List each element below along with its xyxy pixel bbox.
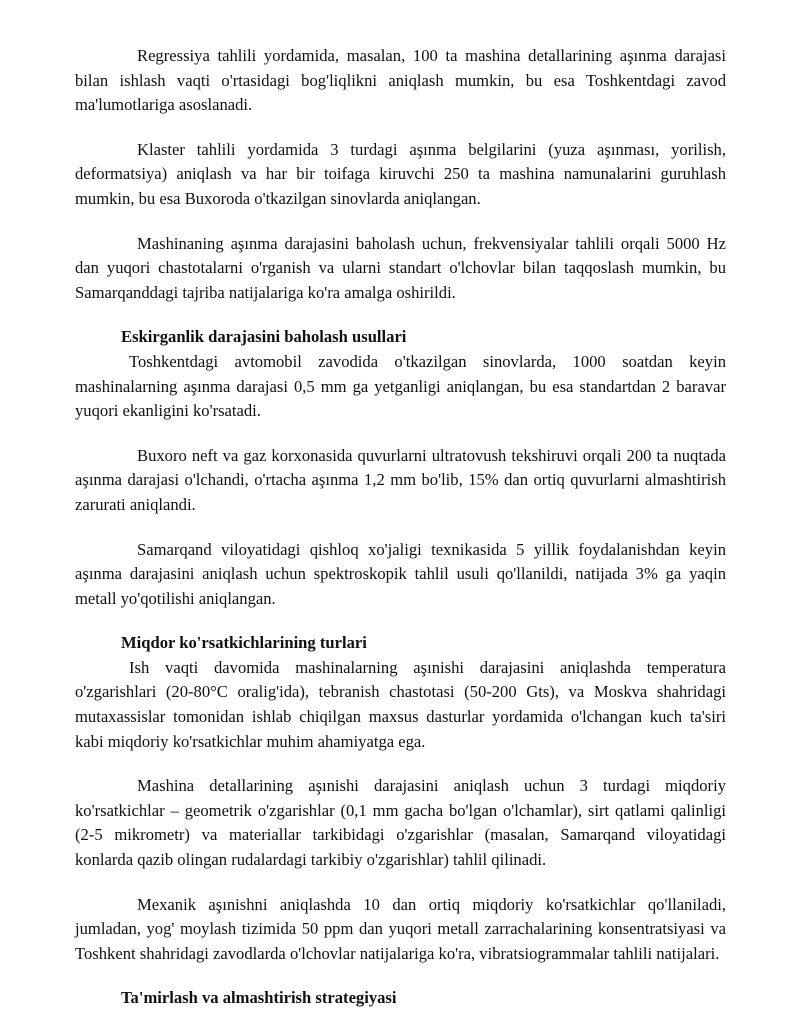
paragraph-frequency: Mashinaning aşınma darajasini baholash uchun, frekvensiyalar tahlili orqali 5000 Hz dan yuqori chastotalarni o'rganish va ularni standart o'lchovlar bilan taqqoslash mumkin, bu Samarqanddagi tajriba natijalariga ko'ra amalga oshirildi. [75,233,726,302]
paragraph-machine-parts: Mashina detallarining aşınishi darajasini aniqlash uchun 3 turdagi miqdoriy ko'rsatkichlar – geometrik o'zgarishlar (0,1 mm gacha bo'lgan o'lchamlar), sirt qatlami qalinligi (2-5 mikrometr) va materiallar tarkibidagi o'zgarishlar (masalan, Samarqand viloyatidagi konlarda qazib olingan rudalardagi tarkibiy o'zgarishlar) tahlil qilinadi. [75,776,726,870]
paragraph-bukhara-pipes: Buxoro neft va gaz korxonasida quvurlarni ultratovush tekshiruvi orqali 200 ta nuqtada aşınma darajasi o'lchandi, o'rtacha aşınma 1,2 mm bo'lib, 15% dan ortiq quvurlarni almashtirish zarurati aniqlandi. [75,445,726,514]
paragraph-tashkent-tests: Toshkentdagi avtomobil zavodida o'tkazilgan sinovlarda, 1000 soatdan keyin mashinalarning aşınma darajasi 0,5 mm ga yetganligi aniqlangan, bu esa standartdan 2 baravar yuqori ekanligini ko'rsatadi. [75,351,726,421]
paragraph-samarkand-spectroscopy: Samarqand viloyatidagi qishloq xo'jaligi texnikasida 5 yillik foydalanishdan keyin aşınma darajasini aniqlash uchun spektroskopik tahlil usuli qo'llanildi, natijada 3% ga yaqin metall yo'qotilishi aniqlangan. [75,539,726,608]
paragraph-mechanical-wear: Mexanik aşınishni aniqlashda 10 dan ortiq miqdoriy ko'rsatkichlar qo'llaniladi, jumladan, yog' moylash tizimida 50 ppm dan yuqori metall zarrachalarining konsentratsiyasi va Toshkent shahridagi zavodlarda o'lchovlar natijalariga ko'ra, vibratsiogrammalar tahlili natijalari. [75,894,726,963]
section-heading-repair-strategy: Ta'mirlash va almashtirish strategiyasi [121,988,397,1008]
paragraph-cluster: Klaster tahlili yordamida 3 turdagi aşınma belgilarini (yuza aşınması, yorilish, deformatsiya) aniqlash va har bir toifaga kiruvchi 250 ta mashina namunalarini guruhlash mumkin, bu esa Buxoroda o'tkazilgan sinovlarda aniqlangan. [75,139,726,208]
paragraph-regression: Regressiya tahlili yordamida, masalan, 100 ta mashina detallarining aşınma darajasi bilan ishlash vaqti o'rtasidagi bog'liqlikni aniqlash mumkin, bu esa Toshkentdagi zavod ma'lumotlariga asoslanadi. [75,46,726,115]
paragraph-operating-time: Ish vaqti davomida mashinalarning aşınishi darajasini aniqlashda temperatura o'zgarishlari (20-80°C oralig'ida), tebranish chastotasi (50-200 Gts), va Moskva shahridagi mutaxassislar tomonidan ishlab chiqilgan maxsus dasturlar yordamida o'lchangan kuch ta'siri kabi miqdoriy ko'rsatkichlar muhim ahamiyatga ega. [75,657,726,751]
section-heading-quantitative-indicators: Miqdor ko'rsatkichlarining turlari [121,633,367,653]
section-heading-wear-assessment: Eskirganlik darajasini baholash usullari [121,327,407,347]
